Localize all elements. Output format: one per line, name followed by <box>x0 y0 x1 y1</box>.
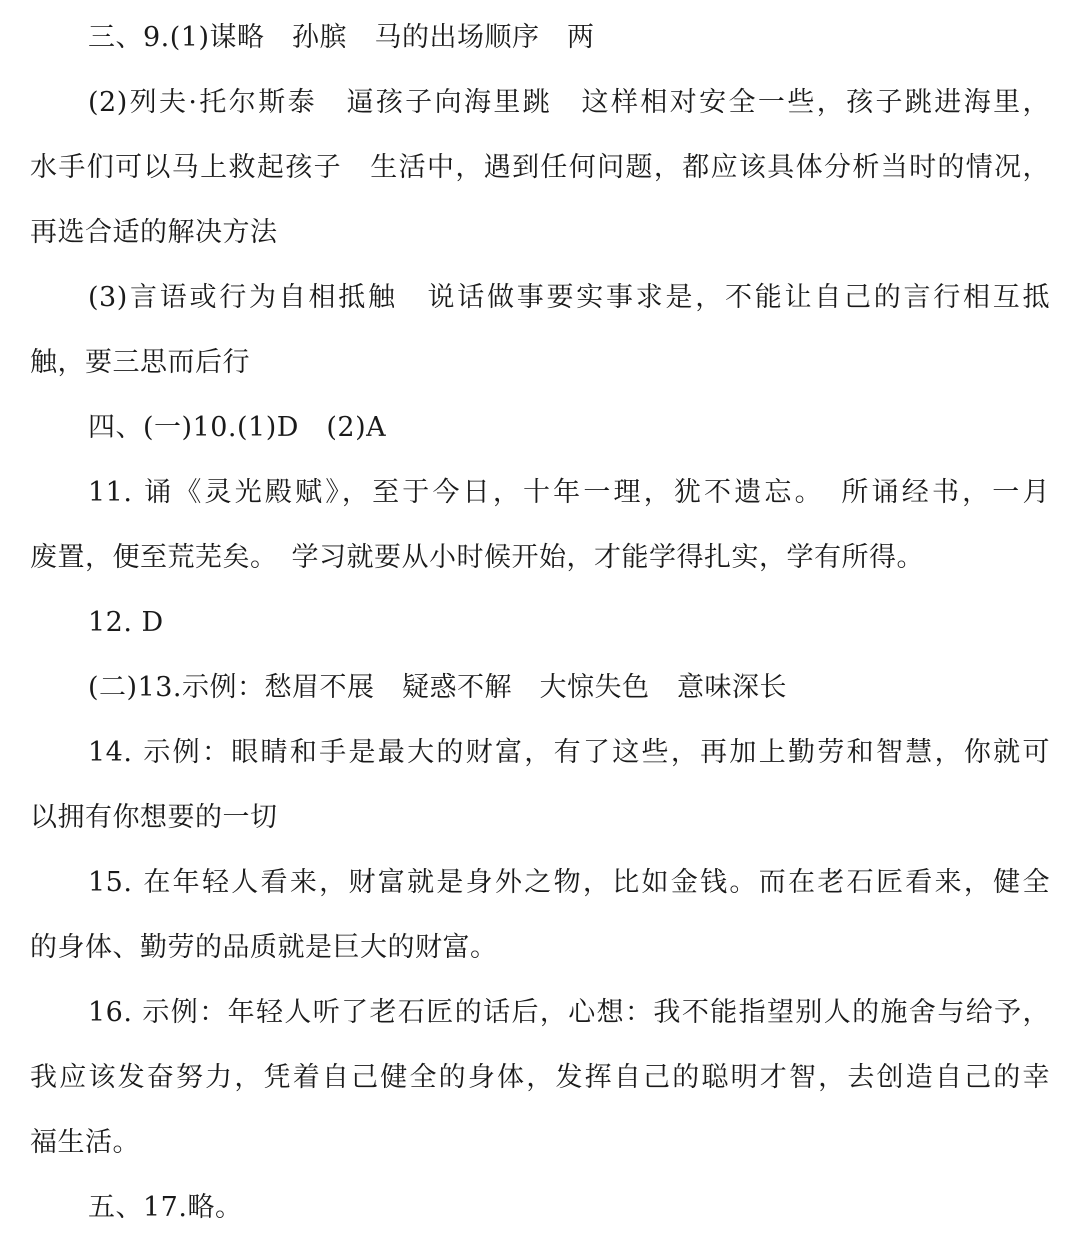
line-q12: 12. D <box>88 607 164 638</box>
line-q11-b: 废置，便至荒芜矣。 学习就要从小时候开始，才能学得扎实，学有所得。 <box>30 542 924 573</box>
line-q15-a: 15. 在年轻人看来，财富就是身外之物，比如金钱。而在老石匠看来，健全 <box>88 867 1050 898</box>
line-q13: (二)13.示例：愁眉不展 疑惑不解 大惊失色 意味深长 <box>88 672 788 703</box>
line-q16-b: 我应该发奋努力，凭着自己健全的身体，发挥自己的聪明才智，去创造自己的幸 <box>30 1062 1050 1093</box>
line-section-3-q9-1: 三、9.(1)谋略 孙膑 马的出场顺序 两 <box>88 22 595 53</box>
line-q15-b: 的身体、勤劳的品质就是巨大的财富。 <box>30 932 498 963</box>
line-q16-c: 福生活。 <box>30 1127 140 1158</box>
line-section-4-q10: 四、(一)10.(1)D (2)A <box>88 412 387 443</box>
line-q14-b: 以拥有你想要的一切 <box>30 802 278 833</box>
line-q16-a: 16. 示例：年轻人听了老石匠的话后，心想：我不能指望别人的施舍与给予， <box>88 997 1050 1028</box>
line-q11-a: 11. 诵《灵光殿赋》，至于今日，十年一理，犹不遗忘。 所诵经书，一月 <box>88 477 1050 508</box>
line-q14-a: 14. 示例：眼睛和手是最大的财富，有了这些，再加上勤劳和智慧，你就可 <box>88 737 1050 768</box>
line-q9-2-c: 再选合适的解决方法 <box>30 217 278 248</box>
line-section-5-q17: 五、17.略。 <box>88 1192 243 1223</box>
line-q9-2-b: 水手们可以马上救起孩子 生活中，遇到任何问题，都应该具体分析当时的情况， <box>30 152 1050 183</box>
line-q9-2-a: (2)列夫·托尔斯泰 逼孩子向海里跳 这样相对安全一些，孩子跳进海里， <box>88 87 1050 118</box>
line-q9-3-b: 触，要三思而后行 <box>30 347 250 378</box>
line-q9-3-a: (3)言语或行为自相抵触 说话做事要实事求是，不能让自己的言行相互抵 <box>88 282 1050 313</box>
